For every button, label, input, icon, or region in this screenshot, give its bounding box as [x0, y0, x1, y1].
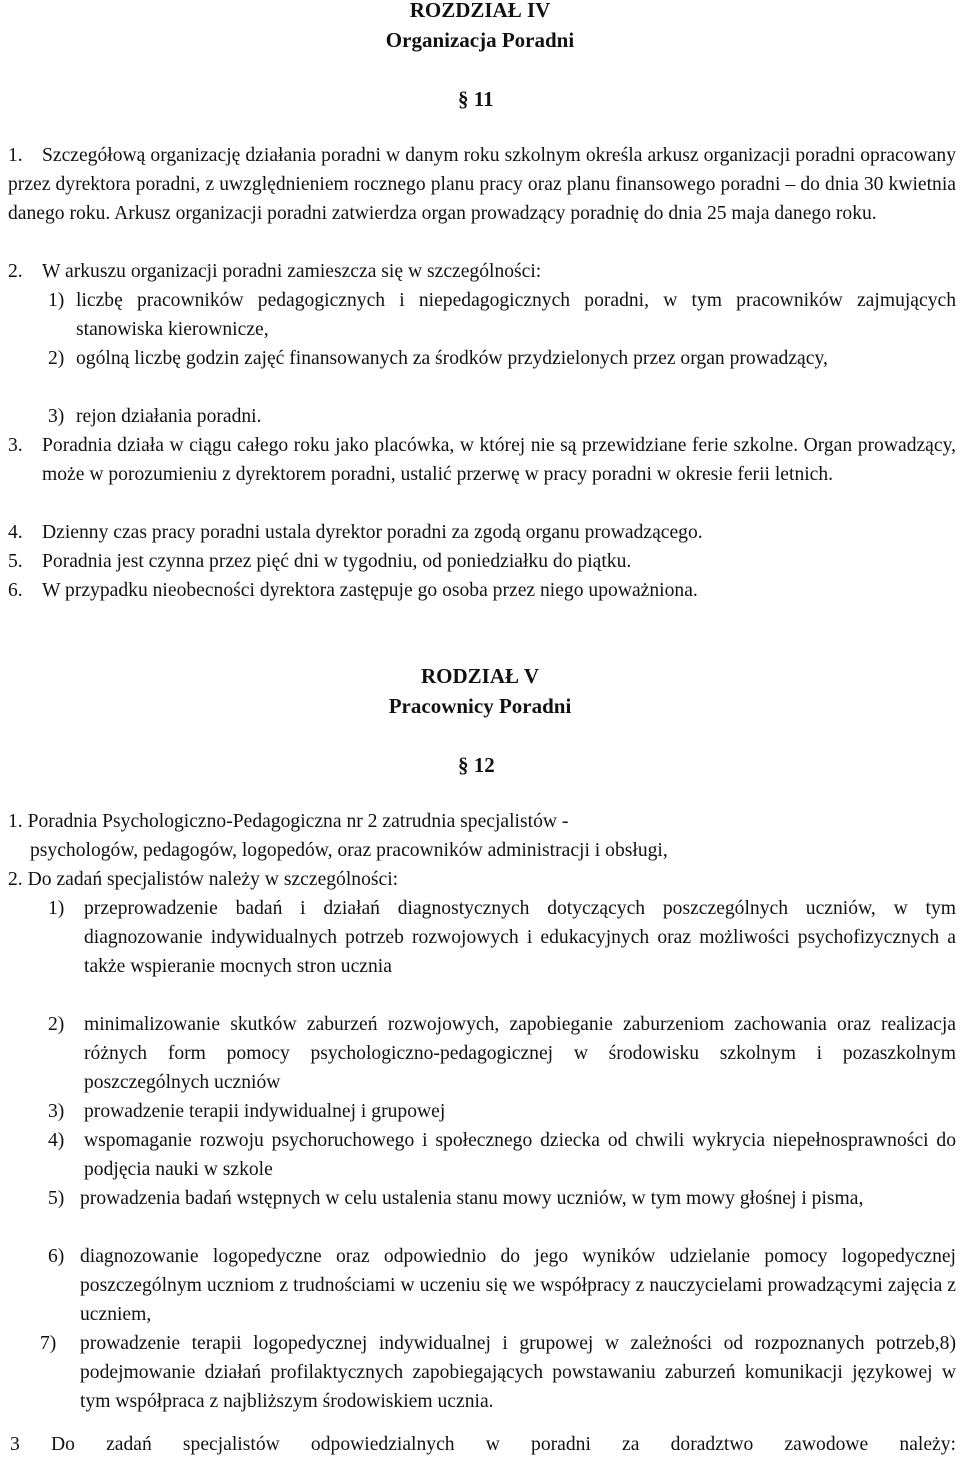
sub-item-text: rejon działania poradni. [76, 406, 262, 427]
item-number: 5. [8, 551, 23, 572]
paragraph: W przypadku nieobecności dyrektora zastępuje go osoba przez niego upoważniona. [42, 580, 698, 601]
task-number: 1) [48, 898, 65, 919]
item-number: 3. [8, 435, 23, 456]
item-number: 6. [8, 580, 23, 601]
paragraph: Dzienny czas pracy poradni ustala dyrektor poradni za zgodą organu prowadzącego. [42, 522, 703, 543]
task-number: 4) [48, 1130, 65, 1151]
item-number: 4. [8, 522, 23, 543]
sub-item-number: 3) [48, 406, 65, 427]
paragraph: Poradnia działa w ciągu całego roku jako placówka, w której nie są przewidziane ferie szkolne. Organ prowadzący, może w porozumieniu z dyrektorem poradni, ustalić przerwę w pracy poradni w okresie ferii letnich. [42, 435, 956, 485]
chapter-title: ROZDZIAŁ IV [409, 0, 551, 22]
task-text: przeprowadzenie badań i działań diagnostycznych dotyczących poszczególnych uczniów, w tym diagnozowanie indywidualnych potrzeb rozwojowych i edukacyjnych oraz możliwości psychofizycznych a także wspieranie mocnych stron ucznia [84, 898, 956, 977]
task-text: prowadzenie terapii logopedycznej indywidualnej i grupowej w zależności od rozpoznanych potrzeb,8) podejmowanie działań profilaktycznych zapobiegających powstawaniu zaburzeń komunikacji językowej w tym współpraca z najbliższym środowiskiem ucznia. [80, 1333, 956, 1412]
task-number: 7) [40, 1333, 57, 1354]
item-number: 1. [8, 145, 23, 166]
task-text: wspomaganie rozwoju psychoruchowego i społecznego dziecka od chwili wykrycia niepełnosprawności do podjęcia nauki w szkole [84, 1130, 956, 1180]
task-number: 2) [48, 1014, 65, 1035]
paragraph: Poradnia jest czynna przez pięć dni w tygodniu, od poniedziałku do piątku. [42, 551, 632, 572]
paragraph: W arkuszu organizacji poradni zamieszcza się w szczególności: [42, 261, 542, 282]
sub-item-number: 2) [48, 348, 65, 369]
item-number: 2. [8, 261, 23, 282]
task-number: 5) [48, 1188, 65, 1209]
task-text: prowadzenie terapii indywidualnej i grupowej [84, 1101, 446, 1122]
task-text: diagnozowanie logopedyczne oraz odpowiednio do jego wyników udzielanie pomocy logopedycznej poszczególnym uczniom z trudnościami w uczeniu się we współpracy z nauczycielami prowadzącymi zajęcia z uczniem, [80, 1246, 956, 1325]
paragraph: 2. Do zadań specjalistów należy w szczególności: [8, 869, 399, 890]
section-number: § 11 [458, 87, 494, 111]
task-text: minimalizowanie skutków zaburzeń rozwojowych, zapobieganie zaburzeniom zachowania oraz realizacja różnych form pomocy psychologiczno-pedagogicznej w środowisku szkolnym i pozaszkolnym poszczególnych uczniów [84, 1014, 956, 1093]
section-number: § 12 [458, 753, 495, 777]
chapter-subtitle: Organizacja Poradni [385, 28, 575, 52]
paragraph: 3 Do zadań specjalistów odpowiedzialnych w poradni za doradztwo zawodowe należy: [10, 1434, 956, 1455]
paragraph: Szczegółową organizację działania poradni w danym roku szkolnym określa arkusz organizacji poradni opracowany przez dyrektora poradni, z uwzględnieniem rocznego planu pracy oraz planu finansowego poradni – do dnia 30 kwietnia danego roku. Arkusz organizacji poradni zatwierdza organ prowadzący poradnię do dnia 25 maja danego roku. [8, 145, 956, 224]
task-number: 6) [48, 1246, 65, 1267]
sub-item-text: liczbę pracowników pedagogicznych i niepedagogicznych poradni, w tym pracowników zajmujących stanowiska kierownicze, [76, 290, 956, 340]
chapter-subtitle: Pracownicy Poradni [388, 694, 572, 718]
paragraph-continuation: psychologów, pedagogów, logopedów, oraz pracowników administracji i obsługi, [30, 840, 668, 861]
task-text: prowadzenia badań wstępnych w celu ustalenia stanu mowy uczniów, w tym mowy głośnej i pisma, [80, 1188, 864, 1209]
chapter-title: RODZIAŁ V [420, 664, 540, 688]
sub-item-number: 1) [48, 290, 65, 311]
paragraph: 1. Poradnia Psychologiczno-Pedagogiczna nr 2 zatrudnia specjalistów - [8, 811, 569, 832]
task-number: 3) [48, 1101, 65, 1122]
sub-item-text: ogólną liczbę godzin zajęć finansowanych za środków przydzielonych przez organ prowadzący, [76, 348, 828, 369]
